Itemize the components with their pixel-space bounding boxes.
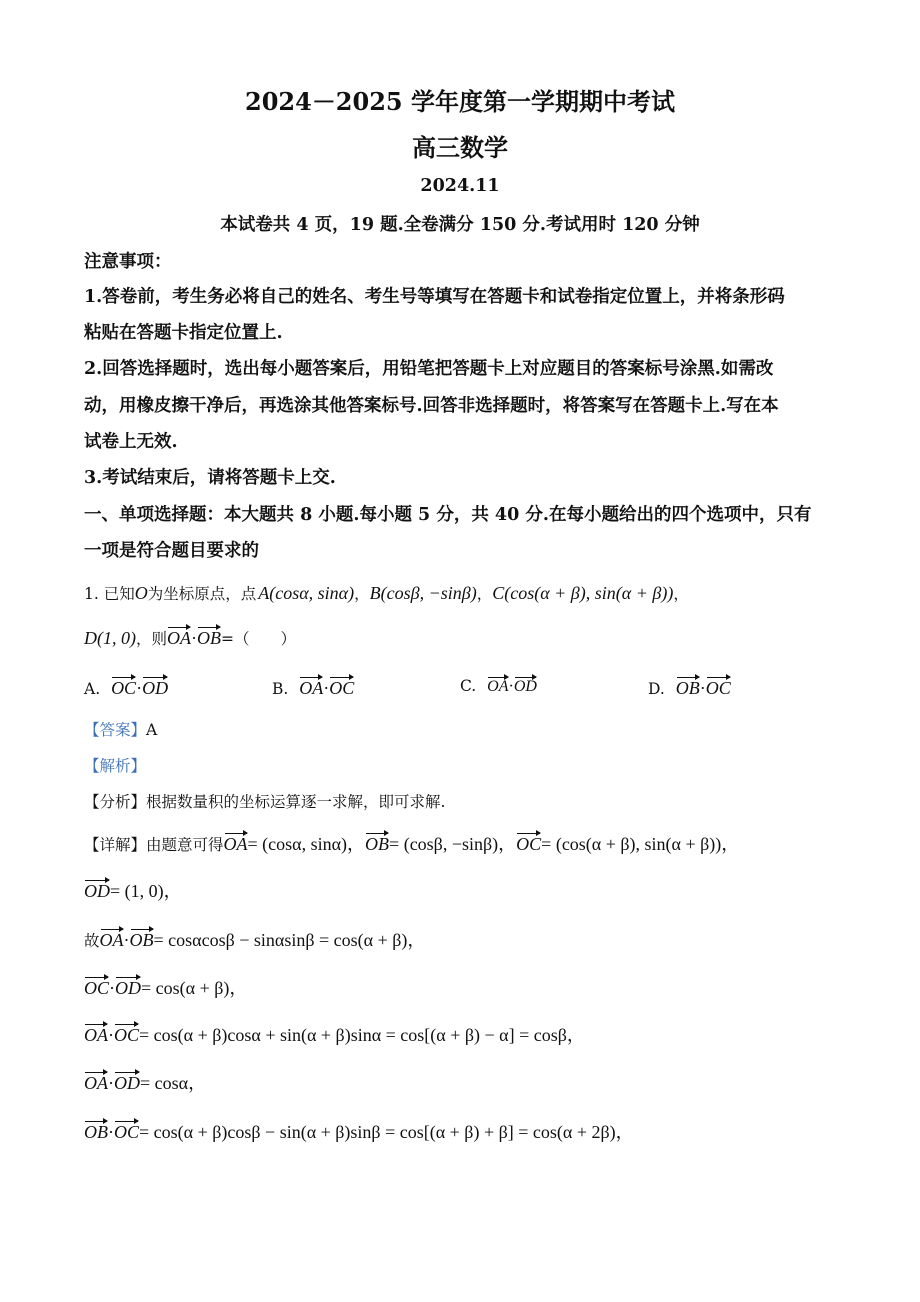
vector: OD (142, 678, 169, 698)
vector: OA (84, 1073, 108, 1093)
vector-value: = (cosβ, −sinβ)， (389, 834, 517, 854)
exam-info: 本试卷共 4 页，19 题.全卷满分 150 分.考试用时 120 分钟 (220, 215, 700, 235)
vector: OB (365, 834, 390, 854)
vector: OB (84, 1122, 108, 1142)
comma: ， (354, 585, 370, 603)
stem-mid: 为坐标原点，点 (147, 585, 257, 603)
vector: OA (487, 678, 509, 695)
stem-then: ，则 (136, 630, 168, 648)
answer-value: A (146, 721, 158, 739)
vector: OC (516, 834, 542, 854)
point-d: D(1, 0) (84, 628, 136, 648)
answer-line (84, 718, 157, 740)
answer-tag: 【答案】 (84, 721, 147, 739)
detail-tag: 【详解】 (84, 836, 147, 854)
section-heading: 一、单项选择题：本大题共 8 小题.每小题 5 分，共 40 分.在每小题给出的四个选项中，只有 (84, 505, 812, 525)
section-heading-cont: 一项是符合题目要求的 (84, 541, 259, 561)
vector: OC (114, 1025, 140, 1045)
exam-title: 2024－2025 学年度第一学期期中考试 (245, 87, 675, 116)
fenxi-tag: 【分析】 (84, 793, 147, 811)
vector: OA (223, 834, 248, 854)
vector: OA (299, 678, 324, 698)
vector-value: = (cosα, sinα)， (247, 834, 366, 854)
expression: = cos(α + β)， (141, 978, 248, 998)
vector-value: = (cos(α + β), sin(α + β))， (541, 834, 740, 854)
notice-item-3: 3.考试结束后，请将答题卡上交. (84, 468, 336, 488)
expression: = cosαcosβ − sinαsinβ = cos(α + β)， (153, 930, 426, 950)
derivation-line-2: OC·OD= cos(α + β)， (84, 978, 248, 998)
expression: = cos(α + β)cosα + sin(α + β)sinα = cos[(α + β) − α] = cosβ， (139, 1025, 585, 1045)
vector: OD (84, 881, 110, 901)
expression: = cos(α + β)cosβ − sin(α + β)sinβ = cos[(α + β) + β] = cos(α + 2β)， (139, 1122, 634, 1142)
vector: OD (114, 1073, 140, 1093)
option-label: C. (460, 677, 477, 695)
vector: OC (84, 978, 110, 998)
notice-item-2-cont: 动，用橡皮擦干净后，再选涂其他答案标号.回答非选择题时，将答案写在答题卡上.写在本 (84, 396, 779, 416)
therefore: 故 (84, 933, 100, 950)
notice-item-1-cont: 粘贴在答题卡指定位置上. (84, 323, 283, 343)
vector: OD (115, 978, 142, 998)
option-label: B. (272, 680, 289, 698)
vector: OC (705, 678, 731, 698)
origin-letter: O (134, 583, 148, 603)
notice-item-2-end: 试卷上无效. (84, 432, 178, 452)
stem-tail: =（ ） (221, 630, 297, 648)
exam-subject: 高三数学 (412, 133, 508, 162)
exam-date: 2024.11 (420, 176, 500, 196)
detail-text: 由题意可得 (146, 836, 224, 854)
option-d: D. OB·OC (648, 678, 731, 698)
vector: OD (513, 678, 537, 695)
notice-item-1: 1.答卷前，考生务必将自己的姓名、考生号等填写在答题卡和试卷指定位置上，并将条形码 (84, 287, 785, 307)
fenxi-text: 根据数量积的坐标运算逐一求解，即可求解. (146, 793, 446, 811)
vector: OA (84, 1025, 108, 1045)
vector: OB (675, 678, 700, 698)
vector-ob: OB (197, 628, 222, 648)
comma: ， (476, 585, 493, 603)
vector: OB (129, 930, 154, 950)
detail-line (84, 830, 739, 856)
derivation-line-3: OA·OC= cos(α + β)cosα + sin(α + β)sinα = cos[(α + β) − α] = cosβ， (84, 1025, 585, 1045)
option-c: C. OA·OD (460, 677, 537, 695)
derivation-line-4: OA·OD= cosα， (84, 1073, 207, 1093)
vector: OC (111, 678, 137, 698)
notice-item-2: 2.回答选择题时，选出每小题答案后，用铅笔把答题卡上对应题目的答案标号涂黑.如需改 (84, 359, 774, 379)
point-c: C(cos(α + β), sin(α + β)) (492, 583, 674, 603)
vector-value: = (1, 0)， (110, 881, 182, 901)
point-b: B(cosβ, −sinβ) (369, 583, 477, 603)
derivation-line-5: OB·OC= cos(α + β)cosβ − sin(α + β)sinβ = cos[(α + β) + β] = cos(α + 2β)， (84, 1122, 634, 1142)
comma: ， (673, 585, 689, 603)
vector: OC (114, 1122, 140, 1142)
analysis-tag: 【解析】 (84, 757, 147, 775)
vector: OC (329, 678, 355, 698)
vector: OA (99, 930, 124, 950)
notice-heading: 注意事项： (84, 252, 172, 272)
od-line (84, 877, 182, 903)
vector-oa: OA (167, 628, 192, 648)
option-b: B. OA·OC (272, 678, 355, 698)
option-label: D. (648, 680, 665, 698)
fenxi-line (84, 790, 445, 812)
question-1-stem (84, 582, 689, 604)
option-label: A. (84, 680, 101, 698)
stem-prefix: 1. 已知 (84, 585, 135, 603)
point-a: A(cosα, sinα) (258, 583, 355, 603)
option-a: A. OC·OD (84, 678, 169, 698)
derivation-line-1: 故OA·OB= cosαcosβ − sinαsinβ = cos(α + β)， (84, 930, 426, 950)
question-1-stem-cont: D(1, 0)，则OA·OB=（ ） (84, 628, 297, 648)
expression: = cosα， (140, 1073, 207, 1093)
